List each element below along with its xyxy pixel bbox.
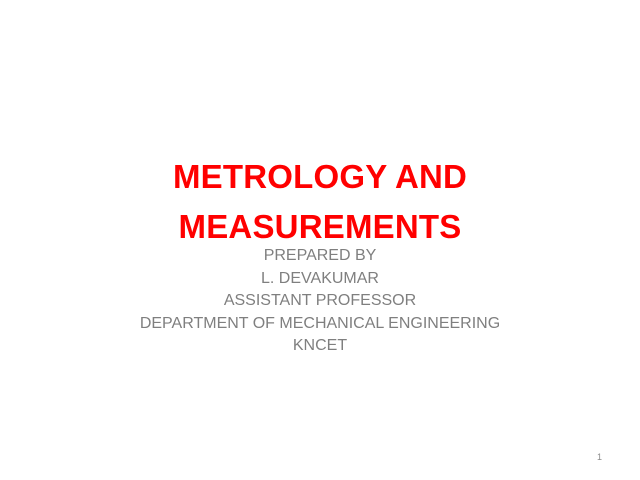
prepared-by-label: PREPARED BY <box>263 247 377 264</box>
slide-subtitle <box>0 245 640 358</box>
institution-name: KNCET <box>292 337 348 354</box>
slide-title <box>0 152 640 252</box>
author-designation: ASSISTANT PROFESSOR <box>223 292 417 309</box>
title-line-2: MEASUREMENTS <box>178 208 462 245</box>
page-number: 1 <box>596 452 602 462</box>
author-department: DEPARTMENT OF MECHANICAL ENGINEERING <box>139 314 501 332</box>
author-name: L. DEVAKUMAR <box>261 269 379 287</box>
title-line-1: METROLOGY AND <box>172 158 468 195</box>
